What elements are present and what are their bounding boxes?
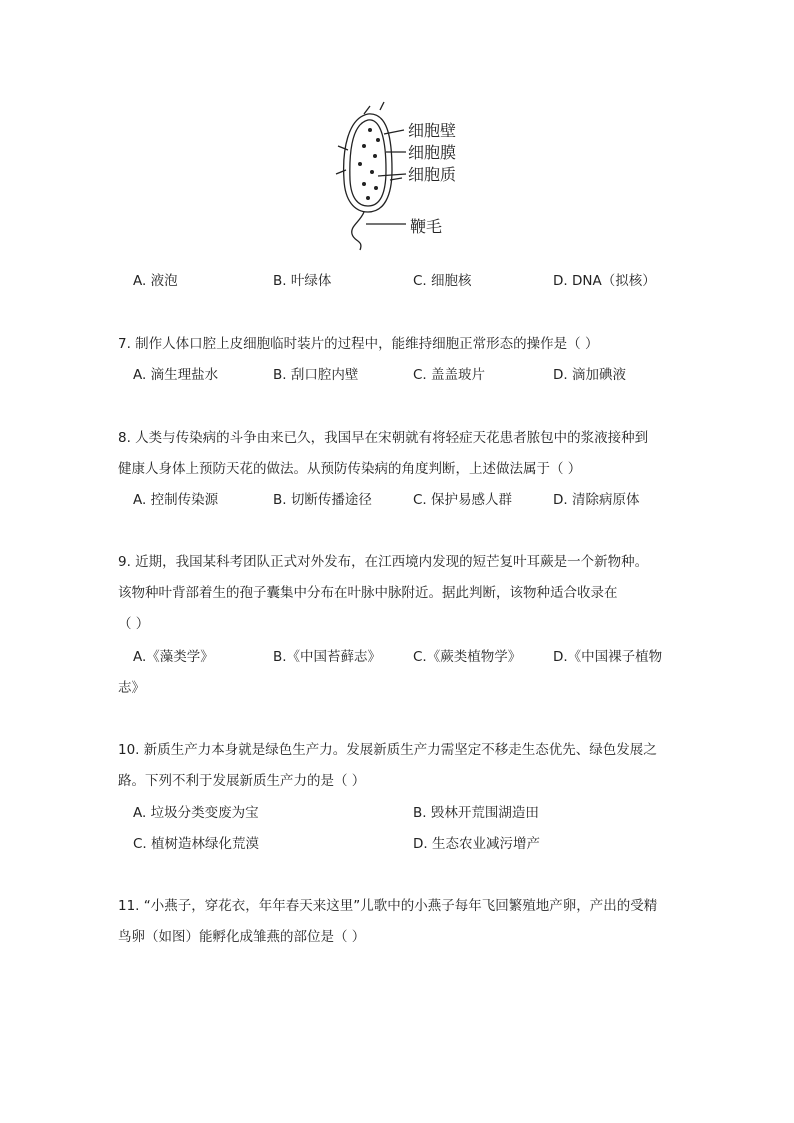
- q10-stem-line-1: 10. 新质生产力本身就是绿色生产力。发展新质生产力需坚定不移走生态优先、绿色发展之: [118, 742, 657, 758]
- flagellum-line: [352, 212, 364, 250]
- q7-option-a[interactable]: A. 滴生理盐水: [133, 367, 219, 383]
- cell-membrane-outline: [350, 120, 386, 206]
- q7-option-d[interactable]: D. 滴加碘液: [553, 367, 626, 383]
- q9-option-c[interactable]: C.《蕨类植物学》: [413, 649, 522, 665]
- granule: [373, 154, 377, 158]
- q8-stem-line-2: 健康人身体上预防天花的做法。从预防传染病的角度判断，上述做法属于（ ）: [118, 461, 582, 477]
- granule: [374, 186, 378, 190]
- q6-option-d[interactable]: D. DNA（拟核）: [553, 273, 656, 289]
- granule: [368, 128, 372, 132]
- q9-option-d[interactable]: D.《中国裸子植物: [553, 649, 663, 665]
- granule: [366, 196, 370, 200]
- q8-option-a[interactable]: A. 控制传染源: [133, 492, 219, 508]
- bacterium-figure: [320, 100, 480, 255]
- pilus-line: [336, 170, 346, 174]
- q10-option-b[interactable]: B. 毁林开荒围湖造田: [413, 805, 539, 821]
- granule: [370, 170, 374, 174]
- q8-option-c[interactable]: C. 保护易感人群: [413, 492, 513, 508]
- granule: [376, 138, 380, 142]
- q11-stem-line-2: 鸟卵（如图）能孵化成雏燕的部位是（ ）: [118, 929, 366, 945]
- q7-option-b[interactable]: B. 刮口腔内壁: [273, 367, 359, 383]
- q10-stem-line-2: 路。下列不利于发展新质生产力的是（ ）: [118, 773, 366, 789]
- q9-stem-line-2: 该物种叶背部着生的孢子囊集中分布在叶脉中脉附近。据此判断，该物种适合收录在: [118, 585, 618, 601]
- q10-option-a[interactable]: A. 垃圾分类变废为宝: [133, 805, 259, 821]
- q9-option-a[interactable]: A.《藻类学》: [133, 649, 214, 665]
- pilus-line: [338, 146, 348, 150]
- label-flagellum: 鞭毛: [410, 217, 443, 236]
- granule: [362, 182, 366, 186]
- q8-option-b[interactable]: B. 切断传播途径: [273, 492, 372, 508]
- granule: [358, 162, 362, 166]
- q9-stem-line-1: 9. 近期，我国某科考团队正式对外发布，在江西境内发现的短芒复叶耳蕨是一个新物种。: [118, 554, 649, 570]
- q6-option-c[interactable]: C. 细胞核: [413, 273, 472, 289]
- q9-option-d-continuation: 志》: [118, 680, 145, 696]
- q9-stem-line-3: （ ）: [118, 616, 150, 632]
- q6-option-a[interactable]: A. 液泡: [133, 273, 178, 289]
- q8-option-d[interactable]: D. 清除病原体: [553, 492, 640, 508]
- label-cell-membrane: 细胞膜: [408, 143, 457, 162]
- q8-stem-line-1: 8. 人类与传染病的斗争由来已久，我国早在宋朝就有将轻症天花患者脓包中的浆液接种到: [118, 430, 649, 446]
- pilus-line: [380, 102, 384, 110]
- label-cytoplasm: 细胞质: [408, 165, 457, 184]
- q7-option-c[interactable]: C. 盖盖玻片: [413, 367, 486, 383]
- q10-option-c[interactable]: C. 植树造林绿化荒漠: [133, 836, 260, 852]
- pilus-line: [364, 106, 370, 114]
- q7-stem: 7. 制作人体口腔上皮细胞临时装片的过程中，能维持细胞正常形态的操作是（ ）: [118, 336, 599, 352]
- q6-option-b[interactable]: B. 叶绿体: [273, 273, 332, 289]
- q9-option-b[interactable]: B.《中国苔藓志》: [273, 649, 382, 665]
- granule: [362, 144, 366, 148]
- q10-option-d[interactable]: D. 生态农业减污增产: [413, 836, 540, 852]
- q11-stem-line-1: 11. “小燕子，穿花衣，年年春天来这里”儿歌中的小燕子每年飞回繁殖地产卵，产出的受精: [118, 898, 658, 914]
- label-cell-wall: 细胞壁: [408, 121, 457, 140]
- leader-cell-wall: [384, 130, 404, 134]
